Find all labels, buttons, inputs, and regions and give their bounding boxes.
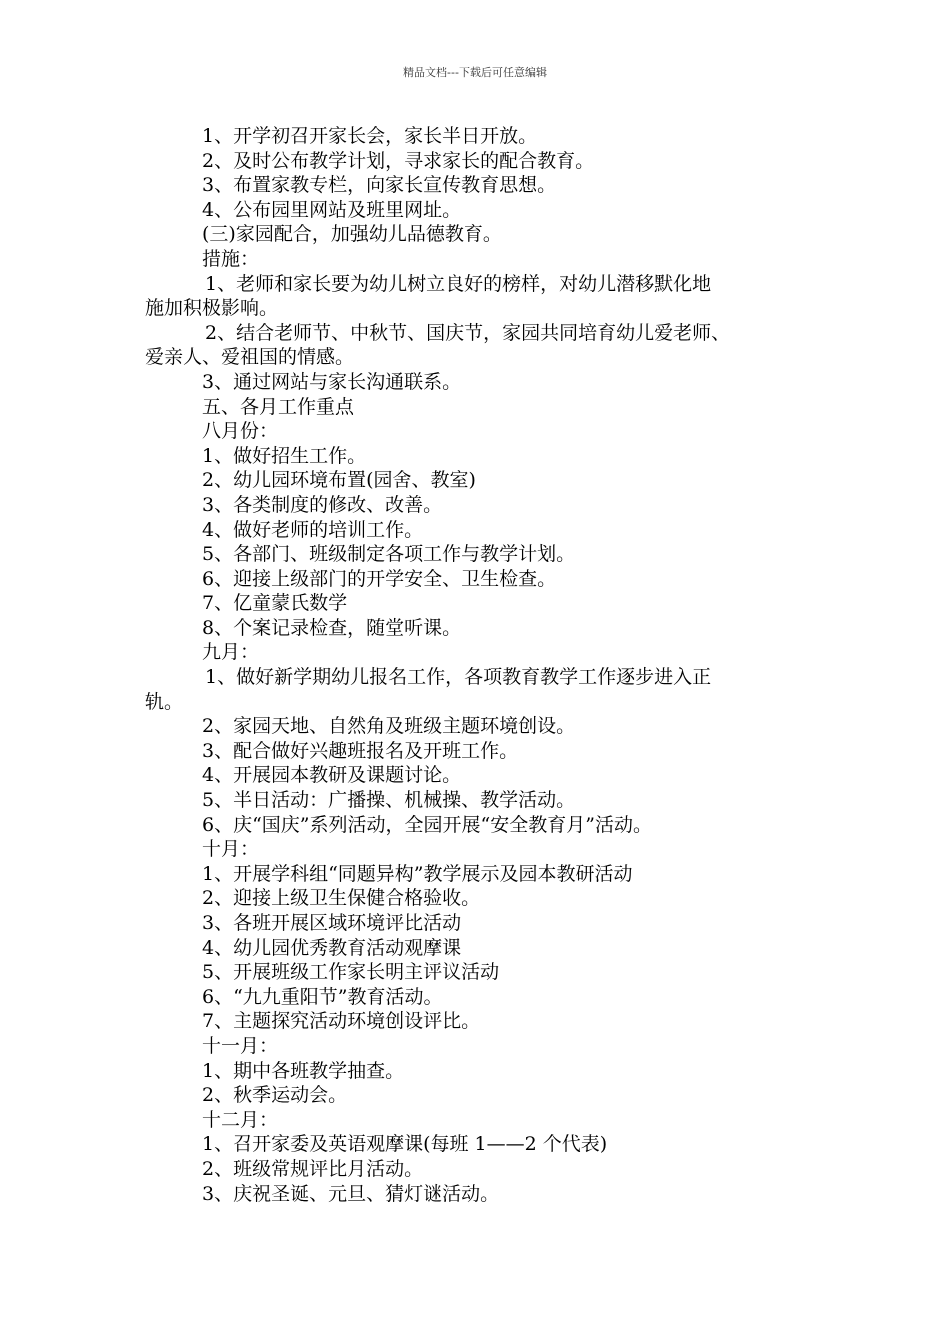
text-line: 3、庆祝圣诞、元旦、猜灯谜活动。 xyxy=(202,1182,500,1205)
text-line: 爱亲人、爱祖国的情感。 xyxy=(145,346,355,369)
section-heading: (三)家园配合，加强幼儿品德教育。 xyxy=(202,223,502,246)
page-header: 精品文档---下载后可任意编辑 xyxy=(403,66,547,79)
month-heading: 十二月： xyxy=(202,1108,279,1131)
text-line: 5、各部门、班级制定各项工作与教学计划。 xyxy=(202,543,576,566)
text-line: 1、开展学科组“同题异构”教学展示及园本教研活动 xyxy=(202,862,633,885)
text-line: 3、配合做好兴趣班报名及开班工作。 xyxy=(202,739,519,762)
text-line: 6、“九九重阳节”教育活动。 xyxy=(202,985,443,1008)
month-heading: 十一月： xyxy=(202,1034,279,1057)
text-line: 2、班级常规评比月活动。 xyxy=(202,1157,424,1180)
text-line: 2、幼儿园环境布置(园舍、教室) xyxy=(202,469,476,492)
text-line: 1、召开家委及英语观摩课(每班 1——2 个代表) xyxy=(202,1133,608,1156)
text-line: 1、做好招生工作。 xyxy=(202,444,367,467)
text-line: 6、迎接上级部门的开学安全、卫生检查。 xyxy=(202,567,557,590)
text-line: 8、个案记录检查，随堂听课。 xyxy=(202,616,462,639)
text-line: 2、家园天地、自然角及班级主题环境创设。 xyxy=(202,715,576,738)
text-line: 1、做好新学期幼儿报名工作，各项教育教学工作逐步进入正 xyxy=(205,666,712,689)
text-line: 施加积极影响。 xyxy=(145,297,279,320)
text-line: 1、期中各班教学抽查。 xyxy=(202,1059,405,1082)
document-body xyxy=(145,124,835,1206)
text-line: 3、各类制度的修改、改善。 xyxy=(202,493,443,516)
text-line: 措施： xyxy=(202,247,260,270)
text-line: 4、开展园本教研及课题讨论。 xyxy=(202,764,462,787)
text-line: 1、开学初召开家长会，家长半日开放。 xyxy=(202,125,538,147)
text-line: 6、庆“国庆”系列活动，全园开展“安全教育月”活动。 xyxy=(202,813,652,836)
text-line: 2、秋季运动会。 xyxy=(202,1084,348,1107)
text-line: 2、及时公布教学计划，寻求家长的配合教育。 xyxy=(202,149,595,172)
month-heading: 八月份： xyxy=(202,420,279,443)
text-line: 轨。 xyxy=(145,690,184,713)
text-line: 3、布置家教专栏，向家长宣传教育思想。 xyxy=(202,174,557,197)
text-line: 2、结合老师节、中秋节、国庆节，家园共同培育幼儿爱老师、 xyxy=(205,321,731,344)
text-line: 4、幼儿园优秀教育活动观摩课 xyxy=(202,936,462,959)
text-line: 4、公布园里网站及班里网址。 xyxy=(202,198,462,221)
text-line: 1、老师和家长要为幼儿树立良好的榜样，对幼儿潜移默化地 xyxy=(205,272,712,295)
text-line: 3、各班开展区域环境评比活动 xyxy=(202,912,462,934)
month-heading: 十月： xyxy=(202,838,260,861)
text-line: 5、半日活动：广播操、机械操、教学活动。 xyxy=(202,789,576,812)
text-line: 3、通过网站与家长沟通联系。 xyxy=(202,370,462,393)
month-heading: 九月： xyxy=(202,641,260,664)
text-line: 4、做好老师的培训工作。 xyxy=(202,518,424,541)
text-line: 2、迎接上级卫生保健合格验收。 xyxy=(202,887,481,910)
text-line: 7、亿童蒙氏数学 xyxy=(202,592,348,615)
text-line: 5、开展班级工作家长明主评议活动 xyxy=(202,961,500,984)
text-line: 7、主题探究活动环境创设评比。 xyxy=(202,1010,481,1033)
section-heading: 五、各月工作重点 xyxy=(202,395,355,418)
